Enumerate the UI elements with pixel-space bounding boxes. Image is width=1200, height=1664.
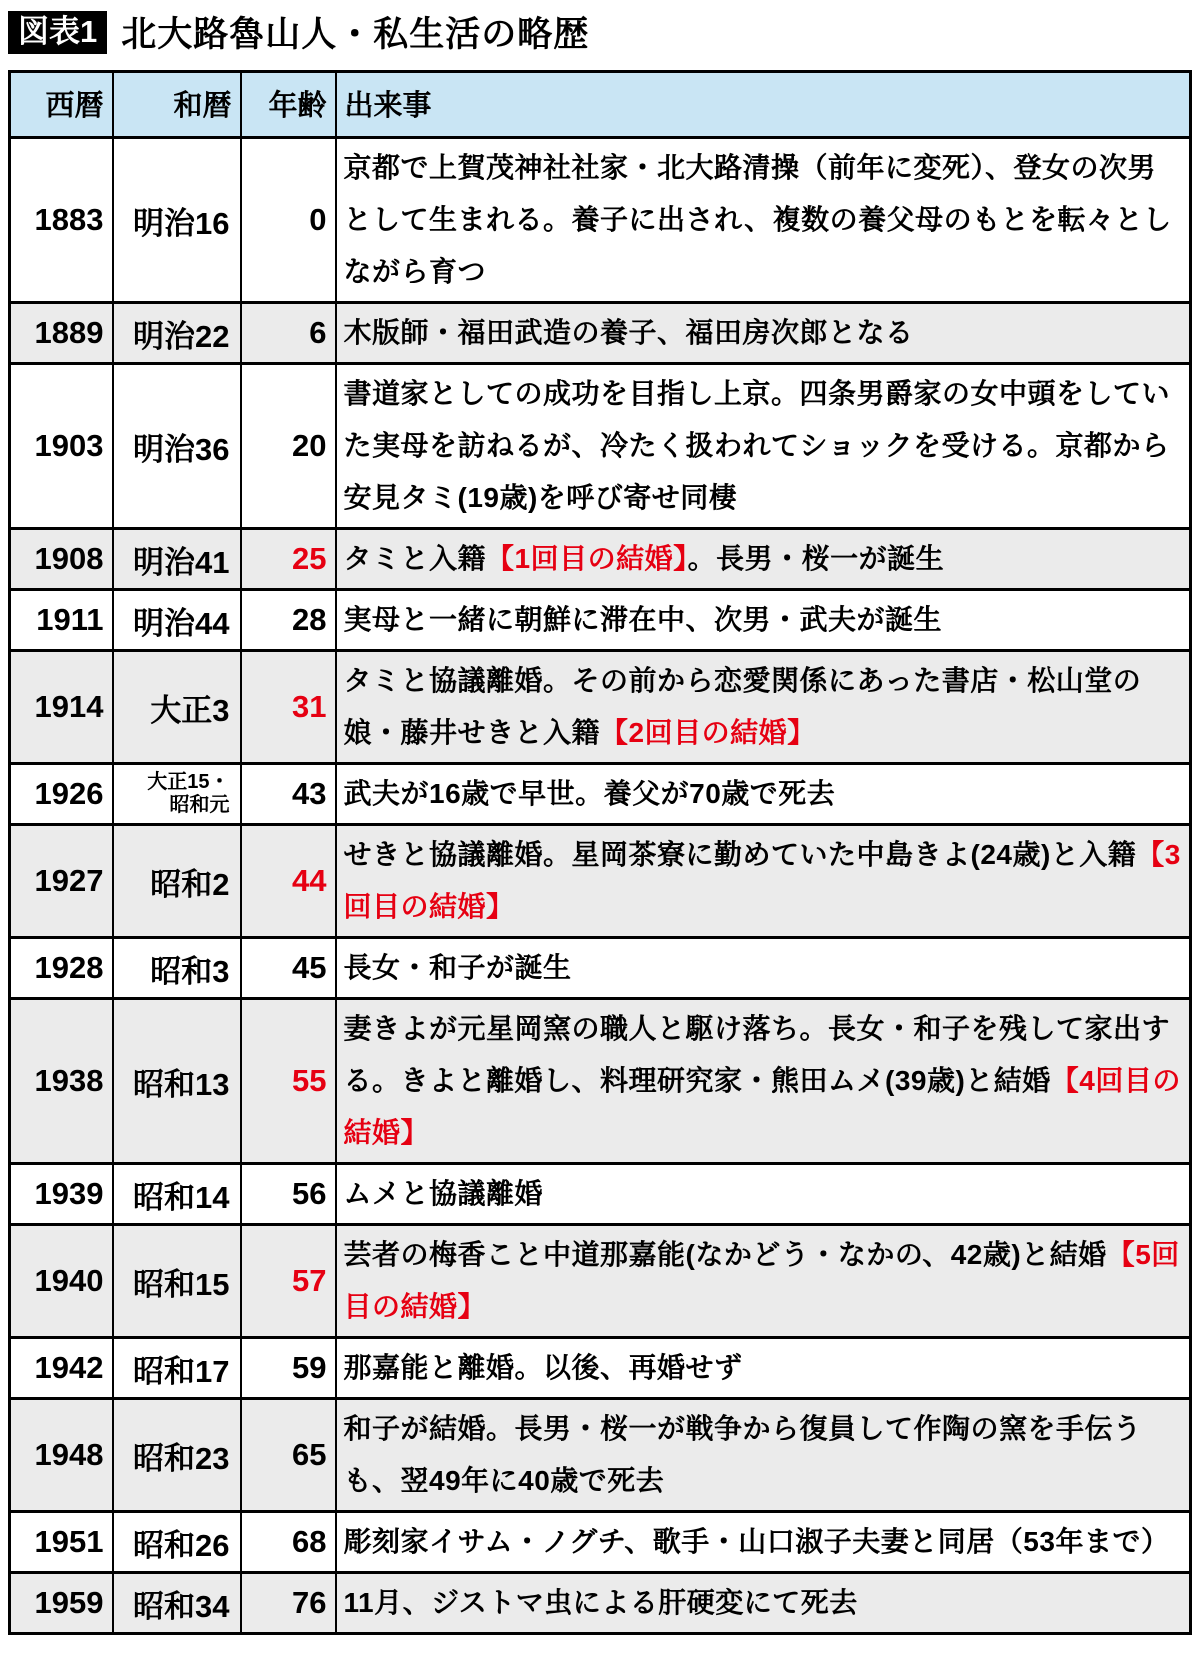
year-cell: 1951: [10, 1512, 113, 1573]
event-text: 妻きよが元星岡窯の職人と駆け落ち。長女・和子を残して家出する。きよと離婚し、料理研究家・熊田ムメ(39歳)と結婚: [343, 1013, 1171, 1096]
age-cell: 56: [241, 1164, 336, 1225]
event-text: 木版師・福田武造の養子、福田房次郎となる: [343, 317, 914, 348]
era-cell: [113, 764, 241, 825]
age-cell: 0: [241, 138, 336, 303]
age-cell: 43: [241, 764, 336, 825]
event-cell: [336, 825, 1191, 938]
age-cell: 76: [241, 1573, 336, 1634]
event-text: 。長男・桜一が誕生: [687, 543, 945, 574]
table-row: [10, 1225, 1191, 1338]
event-text: せきと協議離婚。星岡茶寮に勤めていた中島きよ(24歳)と入籍: [343, 839, 1137, 870]
event-text: タミと入籍: [343, 543, 487, 574]
age-cell: 25: [241, 529, 336, 590]
era-cell: 昭和13: [113, 999, 241, 1164]
year-cell: 1942: [10, 1338, 113, 1399]
year-cell: 1883: [10, 138, 113, 303]
table-header: [10, 72, 1191, 138]
event-text: 実母と一緒に朝鮮に滞在中、次男・武夫が誕生: [343, 604, 943, 635]
event-text: 11月、ジストマ虫による肝硬変にて死去: [343, 1587, 858, 1618]
event-text: 長女・和子が誕生: [343, 952, 572, 983]
event-cell: [336, 1512, 1191, 1573]
era-cell: 明治41: [113, 529, 241, 590]
year-cell: 1926: [10, 764, 113, 825]
year-cell: 1959: [10, 1573, 113, 1634]
marriage-highlight: 【3回目の結婚】: [343, 839, 1181, 922]
table-row: [10, 529, 1191, 590]
header-era: 和暦: [113, 72, 241, 138]
table-row: [10, 303, 1191, 364]
era-line: 大正15・: [147, 771, 230, 793]
era-cell: 昭和26: [113, 1512, 241, 1573]
table-row: [10, 138, 1191, 303]
era-cell: 昭和15: [113, 1225, 241, 1338]
event-cell: [336, 1225, 1191, 1338]
age-cell: 45: [241, 938, 336, 999]
table-row: [10, 938, 1191, 999]
table-body: [10, 138, 1191, 1634]
event-text: 書道家としての成功を目指し上京。四条男爵家の女中頭をしていた実母を訪ねるが、冷たく扱われてショックを受ける。京都から安見タミ(19歳)を呼び寄せ同棲: [343, 378, 1171, 513]
era-cell: 明治16: [113, 138, 241, 303]
era-cell: 昭和23: [113, 1399, 241, 1512]
year-cell: 1928: [10, 938, 113, 999]
table-row: [10, 1399, 1191, 1512]
figure-number-badge: 図表1: [8, 11, 107, 54]
age-cell: 6: [241, 303, 336, 364]
event-text: 京都で上賀茂神社社家・北大路清操（前年に変死）、登女の次男として生まれる。養子に出され、複数の養父母のもとを転々としながら育つ: [343, 152, 1172, 287]
year-cell: 1927: [10, 825, 113, 938]
table-row: [10, 1512, 1191, 1573]
event-cell: [336, 1573, 1191, 1634]
age-cell: 65: [241, 1399, 336, 1512]
event-cell: [336, 999, 1191, 1164]
era-cell: 昭和34: [113, 1573, 241, 1634]
age-cell: 59: [241, 1338, 336, 1399]
header-row: [10, 72, 1191, 138]
table-row: [10, 1164, 1191, 1225]
year-cell: 1903: [10, 364, 113, 529]
era-cell: 昭和14: [113, 1164, 241, 1225]
figure-title-row: [8, 8, 1192, 56]
event-cell: [336, 138, 1191, 303]
event-text: 武夫が16歳で早世。養父が70歳で死去: [343, 778, 836, 809]
year-cell: 1938: [10, 999, 113, 1164]
age-cell: 44: [241, 825, 336, 938]
header-age: 年齢: [241, 72, 336, 138]
age-cell: 68: [241, 1512, 336, 1573]
table-row: [10, 825, 1191, 938]
year-cell: 1940: [10, 1225, 113, 1338]
event-text: ムメと協議離婚: [343, 1178, 544, 1209]
event-cell: [336, 590, 1191, 651]
marriage-highlight: 【4回目の結婚】: [343, 1065, 1181, 1148]
event-cell: [336, 764, 1191, 825]
table-row: [10, 651, 1191, 764]
age-cell: 28: [241, 590, 336, 651]
event-text: タミと協議離婚。その前から恋愛関係にあった書店・松山堂の娘・藤井せきと入籍: [343, 665, 1142, 748]
table-row: [10, 364, 1191, 529]
age-cell: 55: [241, 999, 336, 1164]
event-text: 彫刻家イサム・ノグチ、歌手・山口淑子夫妻と同居（53年まで）: [343, 1526, 1170, 1557]
era-cell: 明治36: [113, 364, 241, 529]
age-cell: 20: [241, 364, 336, 529]
event-cell: [336, 303, 1191, 364]
header-year: 西暦: [10, 72, 113, 138]
year-cell: 1911: [10, 590, 113, 651]
era-cell: 昭和2: [113, 825, 241, 938]
table-row: [10, 1338, 1191, 1399]
marriage-highlight: 【2回目の結婚】: [600, 717, 816, 748]
era-cell: 昭和3: [113, 938, 241, 999]
era-cell: 明治44: [113, 590, 241, 651]
table-row: [10, 590, 1191, 651]
year-cell: 1889: [10, 303, 113, 364]
marriage-highlight: 【5回目の結婚】: [343, 1239, 1180, 1322]
event-cell: [336, 938, 1191, 999]
event-cell: [336, 529, 1191, 590]
event-text: 和子が結婚。長男・桜一が戦争から復員して作陶の窯を手伝うも、翌49年に40歳で死去: [343, 1413, 1142, 1496]
year-cell: 1939: [10, 1164, 113, 1225]
table-row: [10, 764, 1191, 825]
event-cell: [336, 1164, 1191, 1225]
page-title: 北大路魯山人・私生活の略歴: [121, 15, 590, 54]
chronology-table: [8, 70, 1192, 1635]
era-cell: 明治22: [113, 303, 241, 364]
event-cell: [336, 651, 1191, 764]
era-cell: 昭和17: [113, 1338, 241, 1399]
era-cell: 大正3: [113, 651, 241, 764]
table-row: [10, 999, 1191, 1164]
age-cell: 31: [241, 651, 336, 764]
event-cell: [336, 364, 1191, 529]
year-cell: 1908: [10, 529, 113, 590]
year-cell: 1914: [10, 651, 113, 764]
event-cell: [336, 1399, 1191, 1512]
era-line: 昭和元: [169, 794, 230, 816]
marriage-highlight: 【1回目の結婚】: [486, 543, 688, 574]
age-cell: 57: [241, 1225, 336, 1338]
event-text: 芸者の梅香こと中道那嘉能(なかどう・なかの、42歳)と結婚: [343, 1239, 1107, 1270]
event-cell: [336, 1338, 1191, 1399]
table-row: [10, 1573, 1191, 1634]
event-text: 那嘉能と離婚。以後、再婚せず: [343, 1352, 743, 1383]
header-event: 出来事: [336, 72, 1191, 138]
year-cell: 1948: [10, 1399, 113, 1512]
